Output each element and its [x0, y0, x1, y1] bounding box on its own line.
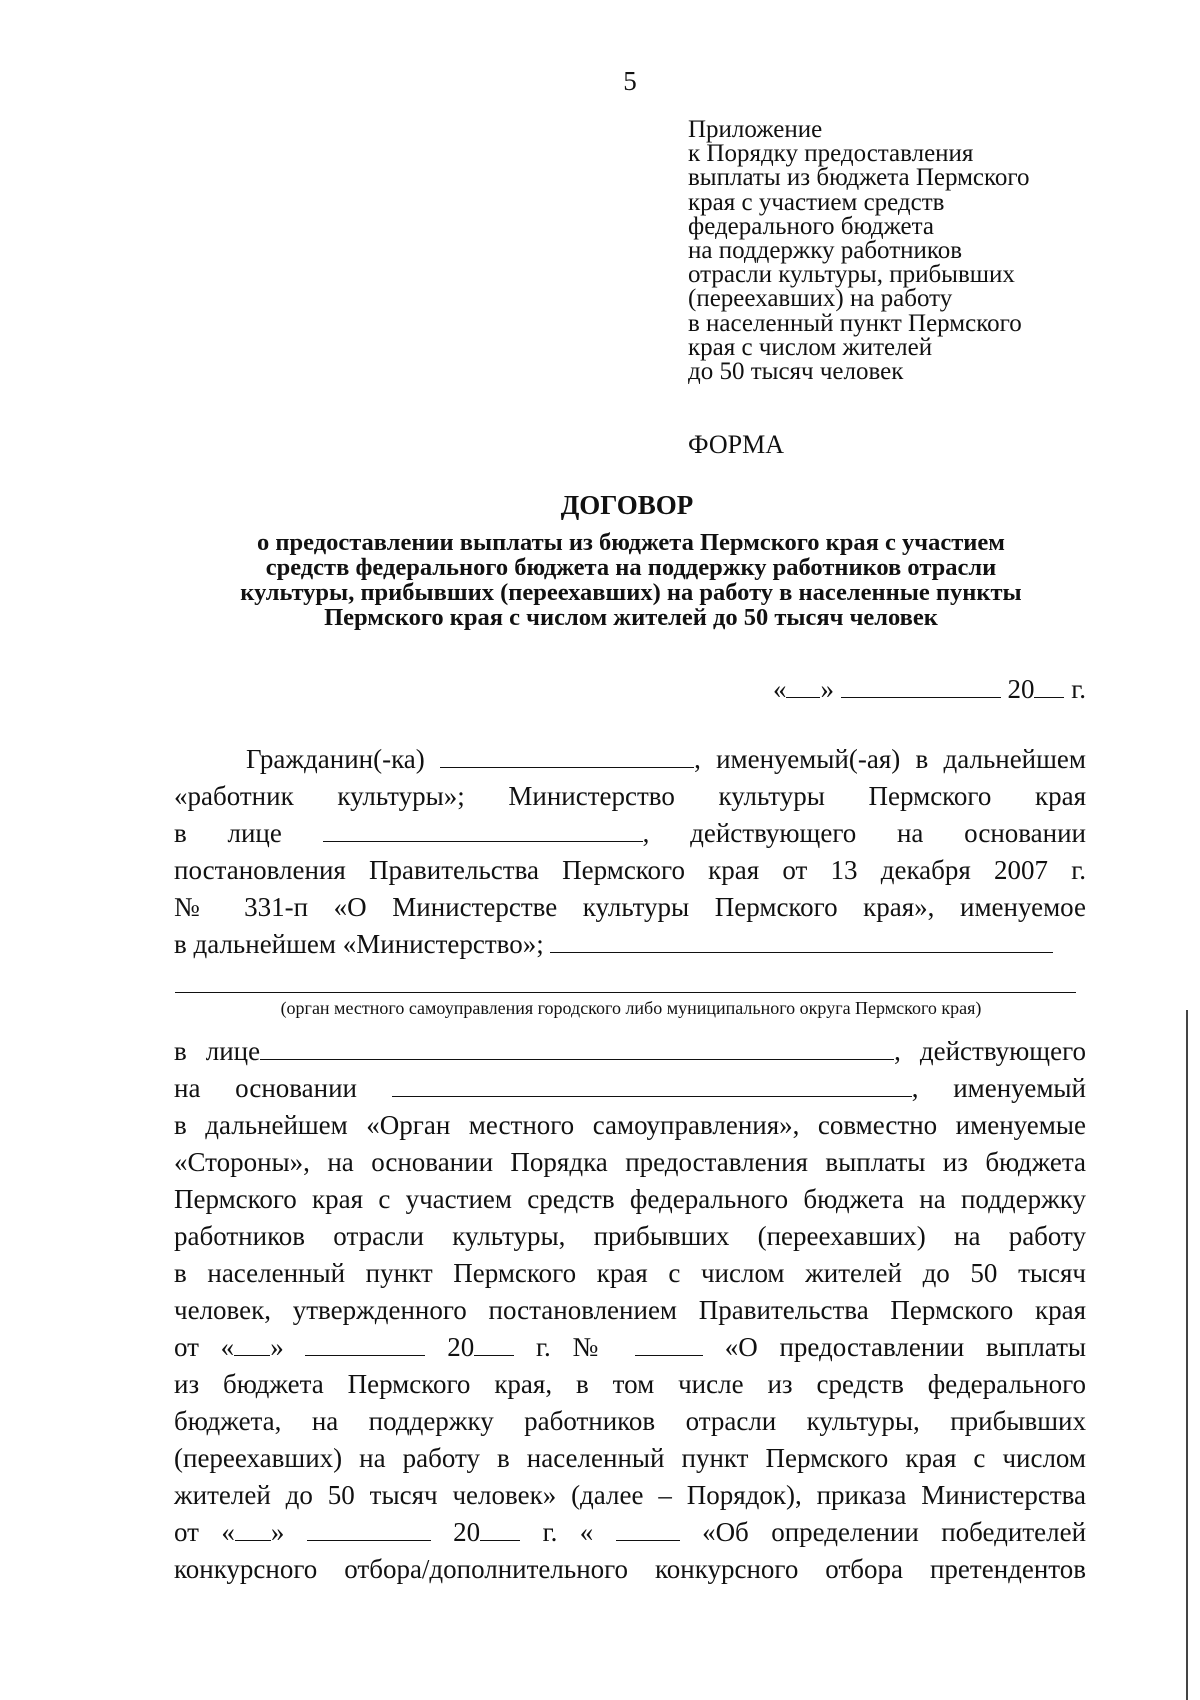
body-text: , действующего: [894, 1036, 1086, 1066]
body-line: [174, 1332, 1086, 1363]
body-text: от «: [174, 1517, 235, 1547]
order-number-blank[interactable]: [616, 1518, 680, 1541]
appendix-line: Приложение: [688, 116, 823, 143]
body-text: от «: [174, 1332, 235, 1362]
body-text: в лице: [174, 1036, 261, 1066]
body-line: (переехавших) на работу в населенный пункт Пермского края с числом: [174, 1443, 1086, 1473]
appendix-block: [688, 118, 1030, 384]
year-blank[interactable]: [474, 1333, 514, 1356]
body-line: Пермского края с участием средств федерального бюджета на поддержку: [174, 1184, 1086, 1214]
body-line: в дальнейшем «Орган местного самоуправления», совместно именуемые: [174, 1110, 1086, 1140]
month-blank[interactable]: [307, 1518, 431, 1541]
body-line: [174, 1517, 1086, 1548]
year-blank[interactable]: [1034, 675, 1064, 698]
body-text: г. «: [542, 1517, 594, 1547]
body-line: человек, утвержденного постановлением Правительства Пермского края: [174, 1295, 1086, 1325]
citizen-label: Гражданин(-ка): [246, 744, 425, 774]
body-line: бюджета, на поддержку работников отрасли культуры, прибывших: [174, 1406, 1086, 1436]
appendix-line: отрасли культуры, прибывших: [688, 261, 1015, 289]
appendix-line: в населенный пункт Пермского: [688, 309, 1022, 337]
day-blank[interactable]: [235, 1518, 271, 1541]
resolution-number-blank[interactable]: [635, 1333, 703, 1356]
appendix-line: края с участием средств: [688, 188, 945, 216]
year-blank[interactable]: [480, 1518, 520, 1541]
body-text: «Об определении победителей: [702, 1517, 1087, 1547]
subtitle-line: средств федерального бюджета на поддержку работников отрасли: [265, 554, 997, 581]
authority-rule[interactable]: [175, 992, 1076, 993]
date-open-quote: «: [772, 674, 787, 704]
appendix-line: федерального бюджета: [688, 212, 934, 240]
day-blank[interactable]: [786, 675, 820, 698]
body-text: »: [270, 1517, 285, 1547]
appendix-line: к Порядку предоставления: [688, 140, 974, 168]
body-text: »: [270, 1332, 284, 1362]
body-line: [174, 929, 1086, 960]
date-close-quote: »: [820, 674, 834, 704]
body-line: в населенный пункт Пермского края с числом жителей до 50 тысяч: [174, 1258, 1086, 1288]
scan-edge-line: [1186, 1010, 1188, 1700]
body-line: [174, 818, 1086, 849]
appendix-line: до 50 тысяч человек: [688, 358, 904, 386]
ministry-representative-blank[interactable]: [323, 819, 643, 842]
appendix-line: на поддержку работников: [688, 237, 963, 265]
appendix-line: края с числом жителей: [688, 333, 933, 361]
body-line: «работник культуры»; Министерство культуры Пермского края: [174, 781, 1086, 811]
citizen-name-blank[interactable]: [440, 745, 694, 768]
authority-caption: (орган местного самоуправления городского либо муниципального округа Пермского края): [280, 998, 982, 1018]
body-line: постановления Правительства Пермского края от 13 декабря 2007 г.: [174, 855, 1086, 885]
page-number: 5: [623, 66, 637, 96]
body-text: , действующего на основании: [642, 818, 1086, 848]
subtitle-line: Пермского края с числом жителей до 50 тысяч человек: [324, 604, 938, 631]
month-blank[interactable]: [305, 1333, 425, 1356]
body-line: № 331-п «О Министерстве культуры Пермского края», именуемое: [174, 892, 1086, 922]
authority-basis-blank[interactable]: [392, 1074, 912, 1097]
appendix-line: (переехавших) на работу: [688, 285, 953, 313]
subtitle-line: культуры, прибывших (переехавших) на работу в населенные пункты: [240, 579, 1022, 606]
body-text: в дальнейшем «Министерство»;: [174, 929, 544, 959]
year-prefix: 20: [1007, 674, 1035, 704]
body-line: [174, 1036, 1086, 1067]
body-line: конкурсного отбора/дополнительного конкурсного отбора претендентов: [174, 1554, 1086, 1584]
body-text: , именуемый(-ая) в дальнейшем: [694, 744, 1086, 774]
body-text: , именуемый: [911, 1073, 1086, 1103]
body-line: работников отрасли культуры, прибывших (переехавших) на работу: [174, 1221, 1086, 1251]
body-text: 20: [453, 1517, 481, 1547]
authority-name-blank[interactable]: [550, 930, 1053, 953]
body-text: в лице: [174, 818, 282, 848]
form-label: ФОРМА: [688, 430, 784, 459]
document-subtitle: [176, 530, 1086, 630]
body-text: на основании: [174, 1073, 357, 1103]
body-text: г. №: [535, 1332, 614, 1362]
month-blank[interactable]: [841, 675, 1001, 698]
body-line: [174, 1073, 1086, 1104]
date-line: [773, 674, 1086, 705]
year-suffix: г.: [1071, 674, 1086, 704]
authority-representative-blank[interactable]: [260, 1037, 894, 1060]
body-text: 20: [447, 1332, 475, 1362]
day-blank[interactable]: [234, 1333, 270, 1356]
body-line: из бюджета Пермского края, в том числе из средств федерального: [174, 1369, 1086, 1399]
body-line: «Стороны», на основании Порядка предоставления выплаты из бюджета: [174, 1147, 1086, 1177]
body-line: жителей до 50 тысяч человек» (далее – Порядок), приказа Министерства: [174, 1480, 1086, 1510]
body-line: [174, 744, 1086, 775]
appendix-line: выплаты из бюджета Пермского: [688, 164, 1030, 192]
body-text: «О предоставлении выплаты: [724, 1332, 1087, 1362]
subtitle-line: о предоставлении выплаты из бюджета Пермского края с участием: [257, 529, 1005, 556]
document-title: ДОГОВОР: [560, 490, 694, 520]
